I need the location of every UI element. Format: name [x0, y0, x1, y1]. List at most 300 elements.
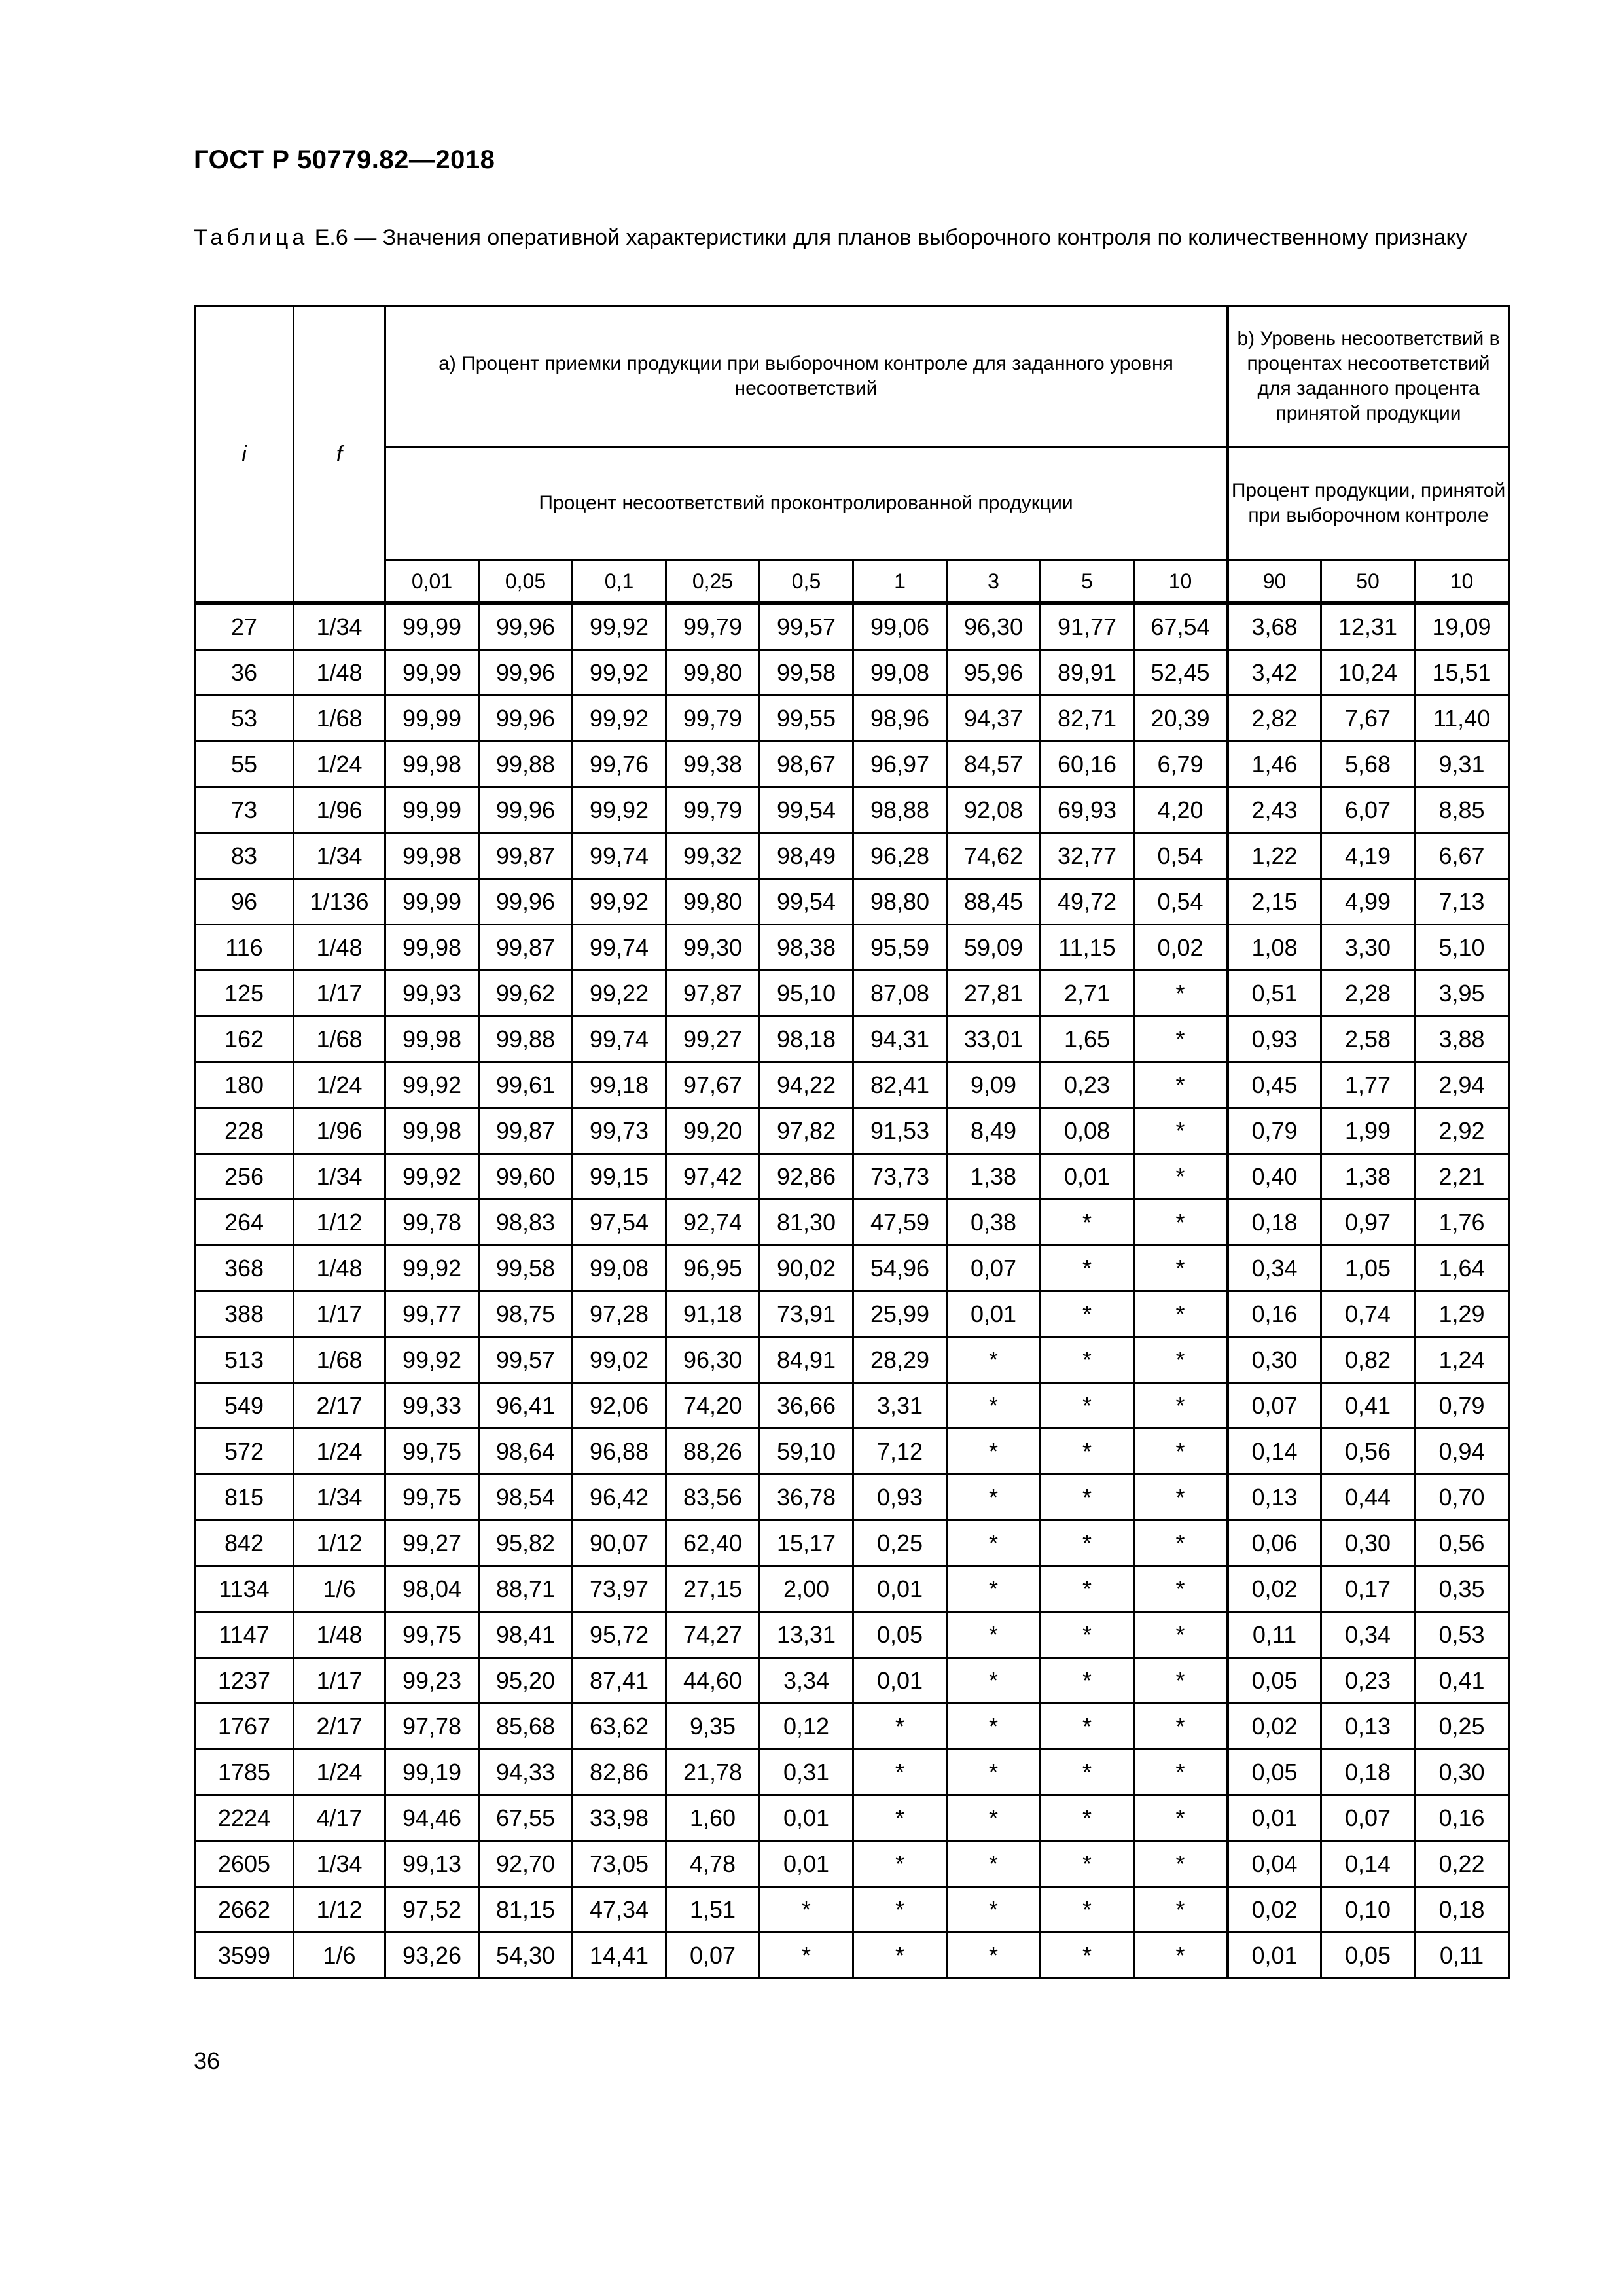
cell-f: 1/34 — [294, 833, 385, 879]
table-cell: 0,56 — [1415, 1520, 1509, 1566]
table-cell: * — [947, 1704, 1041, 1749]
table-cell: 97,54 — [573, 1200, 666, 1246]
table-cell: 63,62 — [573, 1704, 666, 1749]
table-cell: * — [1041, 1429, 1134, 1475]
table-row — [195, 787, 1509, 833]
column-header-f: f — [294, 306, 385, 603]
table-cell: 0,13 — [1321, 1704, 1415, 1749]
table-cell: 98,83 — [479, 1200, 573, 1246]
cell-i: 1785 — [195, 1749, 294, 1795]
table-cell: 99,61 — [479, 1062, 573, 1108]
table-row — [195, 1337, 1509, 1383]
table-cell: * — [947, 1337, 1041, 1383]
table-row — [195, 1016, 1509, 1062]
table-cell: 2,82 — [1228, 696, 1321, 742]
table-cell: 1,46 — [1228, 742, 1321, 787]
table-cell: 0,16 — [1415, 1795, 1509, 1841]
cell-f: 1/48 — [294, 1246, 385, 1291]
table-cell: 4,78 — [666, 1841, 760, 1887]
table-cell: 0,31 — [760, 1749, 853, 1795]
table-cell: 0,22 — [1415, 1841, 1509, 1887]
cell-f: 1/12 — [294, 1887, 385, 1933]
table-cell: 0,11 — [1228, 1612, 1321, 1658]
table-cell: 0,02 — [1134, 925, 1228, 971]
table-cell: 3,68 — [1228, 603, 1321, 650]
table-cell: 9,31 — [1415, 742, 1509, 787]
table-cell: 99,75 — [385, 1612, 479, 1658]
table-cell: 98,88 — [853, 787, 947, 833]
table-cell: 95,72 — [573, 1612, 666, 1658]
cell-f: 1/34 — [294, 1154, 385, 1200]
table-cell: 33,98 — [573, 1795, 666, 1841]
cell-f: 1/17 — [294, 1658, 385, 1704]
table-cell: 54,96 — [853, 1246, 947, 1291]
table-cell: * — [1134, 1704, 1228, 1749]
table-cell: 6,79 — [1134, 742, 1228, 787]
table-cell: 3,34 — [760, 1658, 853, 1704]
table-cell: 0,11 — [1415, 1933, 1509, 1979]
table-cell: 98,75 — [479, 1291, 573, 1337]
table-cell: 47,34 — [573, 1887, 666, 1933]
cell-f: 1/24 — [294, 742, 385, 787]
table-cell: 99,92 — [573, 650, 666, 696]
table-cell: 82,41 — [853, 1062, 947, 1108]
table-cell: * — [760, 1933, 853, 1979]
column-header-i: i — [195, 306, 294, 603]
table-cell: 0,94 — [1415, 1429, 1509, 1475]
group-header-a: а) Процент приемки продукции при выборочном контроле для заданного уровня несоответствий — [385, 306, 1228, 447]
table-cell: 7,67 — [1321, 696, 1415, 742]
table-cell: 59,10 — [760, 1429, 853, 1475]
table-cell: * — [1041, 1658, 1134, 1704]
operating-characteristic-table — [194, 305, 1510, 1979]
table-cell: 92,70 — [479, 1841, 573, 1887]
table-cell: 10,24 — [1321, 650, 1415, 696]
table-cell: 13,31 — [760, 1612, 853, 1658]
table-cell: 1,22 — [1228, 833, 1321, 879]
table-cell: 0,14 — [1321, 1841, 1415, 1887]
header-row-groups — [195, 306, 1509, 447]
table-cell: 99,92 — [385, 1062, 479, 1108]
table-cell: 95,59 — [853, 925, 947, 971]
page-number: 36 — [194, 2047, 221, 2074]
table-cell: 99,99 — [385, 603, 479, 650]
table-cell: 95,10 — [760, 971, 853, 1016]
table-cell: 99,98 — [385, 925, 479, 971]
table-cell: 98,18 — [760, 1016, 853, 1062]
table-cell: * — [853, 1795, 947, 1841]
table-cell: 0,05 — [1321, 1933, 1415, 1979]
table-cell: 0,18 — [1228, 1200, 1321, 1246]
cell-f: 1/48 — [294, 650, 385, 696]
table-cell: * — [1041, 1566, 1134, 1612]
cell-f: 1/136 — [294, 879, 385, 925]
table-cell: 96,28 — [853, 833, 947, 879]
table-cell: 96,42 — [573, 1475, 666, 1520]
table-cell: 11,15 — [1041, 925, 1134, 971]
table-cell: 52,45 — [1134, 650, 1228, 696]
table-cell: 99,55 — [760, 696, 853, 742]
table-cell: 73,97 — [573, 1566, 666, 1612]
table-cell: 0,18 — [1321, 1749, 1415, 1795]
table-cell: 15,17 — [760, 1520, 853, 1566]
table-cell: 0,02 — [1228, 1566, 1321, 1612]
table-cell: 59,09 — [947, 925, 1041, 971]
table-cell: 60,16 — [1041, 742, 1134, 787]
table-cell: * — [947, 1887, 1041, 1933]
table-row — [195, 925, 1509, 971]
table-cell: 88,45 — [947, 879, 1041, 925]
table-cell: 36,78 — [760, 1475, 853, 1520]
table-cell: 3,30 — [1321, 925, 1415, 971]
table-cell: 99,08 — [853, 650, 947, 696]
table-cell: 0,51 — [1228, 971, 1321, 1016]
level-header: 10 — [1134, 560, 1228, 603]
cell-i: 1237 — [195, 1658, 294, 1704]
table-cell: 99,99 — [385, 787, 479, 833]
table-cell: 3,95 — [1415, 971, 1509, 1016]
table-cell: 94,37 — [947, 696, 1041, 742]
table-cell: 0,06 — [1228, 1520, 1321, 1566]
table-cell: 1,60 — [666, 1795, 760, 1841]
table-cell: 74,62 — [947, 833, 1041, 879]
cell-i: 264 — [195, 1200, 294, 1246]
table-cell: * — [853, 1749, 947, 1795]
cell-i: 27 — [195, 603, 294, 650]
table-cell: 99,74 — [573, 1016, 666, 1062]
table-cell: 1,51 — [666, 1887, 760, 1933]
table-cell: 3,88 — [1415, 1016, 1509, 1062]
table-cell: 0,82 — [1321, 1337, 1415, 1383]
table-cell: * — [1134, 1246, 1228, 1291]
table-cell: 0,18 — [1415, 1887, 1509, 1933]
table-cell: 99,30 — [666, 925, 760, 971]
table-cell: 96,97 — [853, 742, 947, 787]
table-cell: 0,17 — [1321, 1566, 1415, 1612]
table-cell: 49,72 — [1041, 879, 1134, 925]
table-cell: * — [947, 1658, 1041, 1704]
table-cell: 99,92 — [573, 603, 666, 650]
table-cell: 0,08 — [1041, 1108, 1134, 1154]
table-cell: 98,41 — [479, 1612, 573, 1658]
table-cell: 99,75 — [385, 1475, 479, 1520]
cell-i: 1134 — [195, 1566, 294, 1612]
table-cell: 99,08 — [573, 1246, 666, 1291]
table-cell: 2,92 — [1415, 1108, 1509, 1154]
table-cell: 62,40 — [666, 1520, 760, 1566]
cell-f: 1/34 — [294, 603, 385, 650]
table-cell: 82,71 — [1041, 696, 1134, 742]
table-cell: * — [1041, 1887, 1134, 1933]
table-cell: 1,99 — [1321, 1108, 1415, 1154]
table-cell: 99,80 — [666, 650, 760, 696]
table-cell: 36,66 — [760, 1383, 853, 1429]
table-cell: * — [1134, 1612, 1228, 1658]
table-cell: * — [1134, 1062, 1228, 1108]
table-cell: * — [947, 1749, 1041, 1795]
table-cell: 1,76 — [1415, 1200, 1509, 1246]
table-cell: 94,31 — [853, 1016, 947, 1062]
table-cell: * — [1041, 1520, 1134, 1566]
cell-i: 228 — [195, 1108, 294, 1154]
table-cell: 27,15 — [666, 1566, 760, 1612]
table-cell: 0,12 — [760, 1704, 853, 1749]
table-cell: 47,59 — [853, 1200, 947, 1246]
table-cell: 88,71 — [479, 1566, 573, 1612]
cell-i: 2605 — [195, 1841, 294, 1887]
table-cell: 73,05 — [573, 1841, 666, 1887]
table-cell: 21,78 — [666, 1749, 760, 1795]
table-cell: 98,38 — [760, 925, 853, 971]
table-cell: 97,78 — [385, 1704, 479, 1749]
table-cell: * — [1134, 1933, 1228, 1979]
table-cell: 99,87 — [479, 925, 573, 971]
subgroup-header-a: Процент несоответствий проконтролированной продукции — [385, 447, 1228, 560]
table-cell: 15,51 — [1415, 650, 1509, 696]
table-cell: 91,18 — [666, 1291, 760, 1337]
table-cell: 92,74 — [666, 1200, 760, 1246]
table-cell: 99,77 — [385, 1291, 479, 1337]
cell-i: 549 — [195, 1383, 294, 1429]
table-cell: 0,70 — [1415, 1475, 1509, 1520]
cell-f: 1/6 — [294, 1566, 385, 1612]
cell-f: 2/17 — [294, 1383, 385, 1429]
cell-f: 1/17 — [294, 1291, 385, 1337]
table-cell: 12,31 — [1321, 603, 1415, 650]
table-cell: 98,96 — [853, 696, 947, 742]
table-cell: 99,88 — [479, 742, 573, 787]
cell-i: 368 — [195, 1246, 294, 1291]
subgroup-header-b: Процент продукции, принятой при выборочном контроле — [1228, 447, 1509, 560]
table-cell: * — [947, 1383, 1041, 1429]
table-cell: 91,77 — [1041, 603, 1134, 650]
level-header: 90 — [1228, 560, 1321, 603]
table-cell: 99,54 — [760, 787, 853, 833]
table-cell: 99,58 — [479, 1246, 573, 1291]
table-cell: * — [947, 1566, 1041, 1612]
table-cell: 0,01 — [1041, 1154, 1134, 1200]
table-cell: * — [1134, 1383, 1228, 1429]
table-row — [195, 971, 1509, 1016]
table-cell: * — [1134, 1566, 1228, 1612]
table-cell: 99,79 — [666, 787, 760, 833]
table-cell: 2,43 — [1228, 787, 1321, 833]
table-cell: 0,05 — [853, 1612, 947, 1658]
table-cell: * — [1041, 1200, 1134, 1246]
table-cell: 0,45 — [1228, 1062, 1321, 1108]
table-cell: * — [1041, 1383, 1134, 1429]
table-cell: * — [1134, 1887, 1228, 1933]
table-cell: 83,56 — [666, 1475, 760, 1520]
table-cell: 0,93 — [853, 1475, 947, 1520]
cell-f: 1/68 — [294, 696, 385, 742]
table-cell: 99,80 — [666, 879, 760, 925]
table-cell: 99,15 — [573, 1154, 666, 1200]
table-cell: * — [947, 1841, 1041, 1887]
table-cell: * — [853, 1841, 947, 1887]
table-cell: 0,01 — [947, 1291, 1041, 1337]
table-cell: 0,34 — [1228, 1246, 1321, 1291]
cell-f: 1/12 — [294, 1200, 385, 1246]
table-cell: 99,02 — [573, 1337, 666, 1383]
table-cell: * — [1041, 1612, 1134, 1658]
table-cell: 0,53 — [1415, 1612, 1509, 1658]
table-cell: 87,41 — [573, 1658, 666, 1704]
table-cell: 96,88 — [573, 1429, 666, 1475]
table-cell: * — [1041, 1704, 1134, 1749]
cell-i: 572 — [195, 1429, 294, 1475]
table-cell: 99,32 — [666, 833, 760, 879]
table-cell: 0,23 — [1041, 1062, 1134, 1108]
table-cell: 99,87 — [479, 833, 573, 879]
table-cell: 0,40 — [1228, 1154, 1321, 1200]
cell-f: 1/34 — [294, 1841, 385, 1887]
table-cell: 0,25 — [853, 1520, 947, 1566]
table-cell: 3,42 — [1228, 650, 1321, 696]
table-row — [195, 1795, 1509, 1841]
table-cell: 0,01 — [1228, 1933, 1321, 1979]
table-cell: * — [1134, 1475, 1228, 1520]
table-cell: 99,74 — [573, 925, 666, 971]
table-cell: 98,54 — [479, 1475, 573, 1520]
document-standard-number: ГОСТ Р 50779.82—2018 — [194, 145, 495, 174]
table-cell: 0,30 — [1228, 1337, 1321, 1383]
table-cell: 99,13 — [385, 1841, 479, 1887]
table-cell: 99,27 — [666, 1016, 760, 1062]
table-cell: 99,19 — [385, 1749, 479, 1795]
table-row — [195, 1566, 1509, 1612]
table-cell: * — [1041, 1291, 1134, 1337]
table-cell: 20,39 — [1134, 696, 1228, 742]
table-cell: 2,94 — [1415, 1062, 1509, 1108]
cell-i: 53 — [195, 696, 294, 742]
table-cell: * — [1134, 1154, 1228, 1200]
table-cell: * — [1134, 1108, 1228, 1154]
table-cell: 99,99 — [385, 696, 479, 742]
table-cell: 67,54 — [1134, 603, 1228, 650]
table-cell: 94,33 — [479, 1749, 573, 1795]
table-cell: 99,58 — [760, 650, 853, 696]
table-cell: 96,41 — [479, 1383, 573, 1429]
table-cell: 99,98 — [385, 1108, 479, 1154]
table-caption — [194, 223, 1503, 253]
table-cell: * — [947, 1429, 1041, 1475]
table-cell: 99,87 — [479, 1108, 573, 1154]
table-cell: * — [760, 1887, 853, 1933]
table-cell: 99,18 — [573, 1062, 666, 1108]
cell-f: 1/12 — [294, 1520, 385, 1566]
table-cell: 2,21 — [1415, 1154, 1509, 1200]
table-cell: 98,67 — [760, 742, 853, 787]
table-cell: 54,30 — [479, 1933, 573, 1979]
table-cell: 0,01 — [1228, 1795, 1321, 1841]
table-row — [195, 1062, 1509, 1108]
level-header: 0,25 — [666, 560, 760, 603]
table-cell: 99,98 — [385, 833, 479, 879]
table-cell: 5,10 — [1415, 925, 1509, 971]
table-cell: 3,31 — [853, 1383, 947, 1429]
table-cell: 25,99 — [853, 1291, 947, 1337]
table-cell: 87,08 — [853, 971, 947, 1016]
table-cell: 95,82 — [479, 1520, 573, 1566]
table-cell: 0,23 — [1321, 1658, 1415, 1704]
table-cell: 99,75 — [385, 1429, 479, 1475]
table-cell: 0,30 — [1321, 1520, 1415, 1566]
table-cell: 99,20 — [666, 1108, 760, 1154]
table-cell: * — [1041, 1749, 1134, 1795]
table-row — [195, 1200, 1509, 1246]
table-cell: 91,53 — [853, 1108, 947, 1154]
table-row — [195, 1933, 1509, 1979]
table-cell: 0,79 — [1415, 1383, 1509, 1429]
cell-f: 1/48 — [294, 1612, 385, 1658]
table-cell: 96,30 — [666, 1337, 760, 1383]
cell-i: 388 — [195, 1291, 294, 1337]
header-row-subgroups — [195, 447, 1509, 560]
table-cell: 99,96 — [479, 696, 573, 742]
level-header: 0,1 — [573, 560, 666, 603]
table-cell: 1,64 — [1415, 1246, 1509, 1291]
cell-f: 1/48 — [294, 925, 385, 971]
table-row — [195, 1520, 1509, 1566]
table-cell: 82,86 — [573, 1749, 666, 1795]
table-cell: 94,46 — [385, 1795, 479, 1841]
table-cell: 99,96 — [479, 787, 573, 833]
table-cell: 1,29 — [1415, 1291, 1509, 1337]
table-cell: 99,57 — [479, 1337, 573, 1383]
table-cell: * — [853, 1704, 947, 1749]
cell-i: 2662 — [195, 1887, 294, 1933]
level-header: 3 — [947, 560, 1041, 603]
table-cell: 0,79 — [1228, 1108, 1321, 1154]
table-cell: 1,24 — [1415, 1337, 1509, 1383]
table-cell: 99,96 — [479, 879, 573, 925]
table-row — [195, 696, 1509, 742]
table-cell: 99,96 — [479, 650, 573, 696]
table-cell: 2,58 — [1321, 1016, 1415, 1062]
table-cell: 19,09 — [1415, 603, 1509, 650]
table-cell: 89,91 — [1041, 650, 1134, 696]
cell-i: 125 — [195, 971, 294, 1016]
cell-i: 96 — [195, 879, 294, 925]
table-cell: 92,06 — [573, 1383, 666, 1429]
cell-i: 3599 — [195, 1933, 294, 1979]
table-cell: 99,62 — [479, 971, 573, 1016]
level-header: 0,5 — [760, 560, 853, 603]
level-header: 5 — [1041, 560, 1134, 603]
level-header: 0,01 — [385, 560, 479, 603]
table-row — [195, 1658, 1509, 1704]
table-cell: 0,07 — [1228, 1383, 1321, 1429]
table-cell: 99,96 — [479, 603, 573, 650]
table-cell: 0,35 — [1415, 1566, 1509, 1612]
table-cell: 0,07 — [666, 1933, 760, 1979]
cell-i: 513 — [195, 1337, 294, 1383]
table-cell: 99,73 — [573, 1108, 666, 1154]
table-cell: 73,91 — [760, 1291, 853, 1337]
table-cell: * — [1134, 1749, 1228, 1795]
cell-f: 1/24 — [294, 1062, 385, 1108]
table-cell: 0,10 — [1321, 1887, 1415, 1933]
table-cell: 11,40 — [1415, 696, 1509, 742]
table-cell: 99,92 — [385, 1154, 479, 1200]
level-header: 50 — [1321, 560, 1415, 603]
table-row — [195, 1704, 1509, 1749]
table-cell: 0,07 — [947, 1246, 1041, 1291]
cell-f: 4/17 — [294, 1795, 385, 1841]
table-cell: 96,95 — [666, 1246, 760, 1291]
table-row — [195, 1291, 1509, 1337]
